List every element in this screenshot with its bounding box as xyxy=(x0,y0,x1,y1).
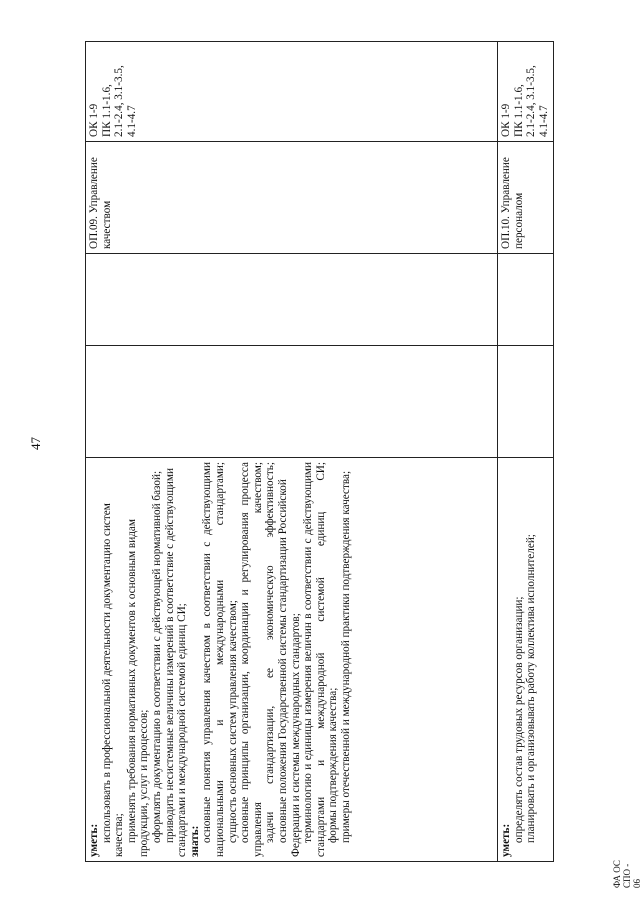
skills-heading: уметь: xyxy=(88,823,100,857)
knowledge-item: формы подтверждения качества; xyxy=(327,687,340,843)
codes-cell xyxy=(498,42,554,142)
skill-item: приводить несистемные величины измерений в соответствие с действующими стандартами и международной системой единиц СИ; xyxy=(163,468,189,857)
knowledge-item: основные положения Государственной системы стандартизации Российской Федерации и системы международных стандартов; xyxy=(276,479,302,857)
codes-cell xyxy=(86,42,498,142)
code-line: 2.1-2.4, 3.1-3.5, xyxy=(525,65,538,137)
code-line: 4.1-4.7 xyxy=(125,105,138,137)
empty-cell xyxy=(86,346,498,458)
code-line: 2.1-2.4, 3.1-3.5, xyxy=(113,65,126,137)
knowledge-heading: знать: xyxy=(188,825,201,857)
knowledge-item: сущность основных систем управления качеством; xyxy=(226,600,239,843)
skill-item: планировать и организовывать работу коллектива исполнителей; xyxy=(525,534,538,843)
code-line: ОК 1-9 xyxy=(500,103,512,137)
knowledge-item: примеры отечественной и международной практики подтверждения качества; xyxy=(339,470,352,843)
competencies-table xyxy=(85,41,554,862)
knowledge-item: задачи стандартизации, ее экономическую эффективность; xyxy=(264,462,277,843)
code-line: ПК 1.1-1.6, xyxy=(100,84,113,137)
skills-heading: уметь: xyxy=(500,823,512,857)
empty-cell xyxy=(86,254,498,346)
skill-item: оформлять документацию в соответствии с действующей нормативной базой; xyxy=(150,470,163,843)
knowledge-item: основные принципы организации, координации и регулирования процесса управления качеством; xyxy=(239,462,264,857)
page-number: 47 xyxy=(28,437,43,450)
code-line: ПК 1.1-1.6, xyxy=(512,84,525,137)
empty-cell xyxy=(498,254,554,346)
skill-item: определять состав трудовых ресурсов организации; xyxy=(512,596,525,843)
skill-item: использовать в профессиональной деятельности документацию систем качества; xyxy=(100,503,126,857)
code-line: 4.1-4.7 xyxy=(537,105,550,137)
code-line: ОК 1-9 xyxy=(88,103,100,137)
knowledge-item: терминологию и единицы измерения величин в соответствии с действующими стандартами и международной системой единиц СИ; xyxy=(302,462,327,857)
rotated-page xyxy=(85,42,553,862)
skill-item: применять требования нормативных документов к основным видам продукции, услуг и процессов; xyxy=(125,519,151,857)
knowledge-item: основные понятия управления качеством в соответствии с действующими национальными и международными стандартами; xyxy=(201,462,226,857)
discipline-name: ОП.09. Управление качеством xyxy=(88,157,113,249)
empty-cell xyxy=(498,346,554,458)
discipline-cell xyxy=(86,142,498,254)
discipline-name: ОП.10. Управление персоналом xyxy=(500,157,525,249)
discipline-cell xyxy=(498,142,554,254)
table-row xyxy=(498,42,554,862)
footer-code: ФА ОС СПО - 06 xyxy=(612,860,642,888)
competencies-cell xyxy=(86,458,498,862)
table-row xyxy=(86,42,498,862)
competencies-cell xyxy=(498,458,554,862)
